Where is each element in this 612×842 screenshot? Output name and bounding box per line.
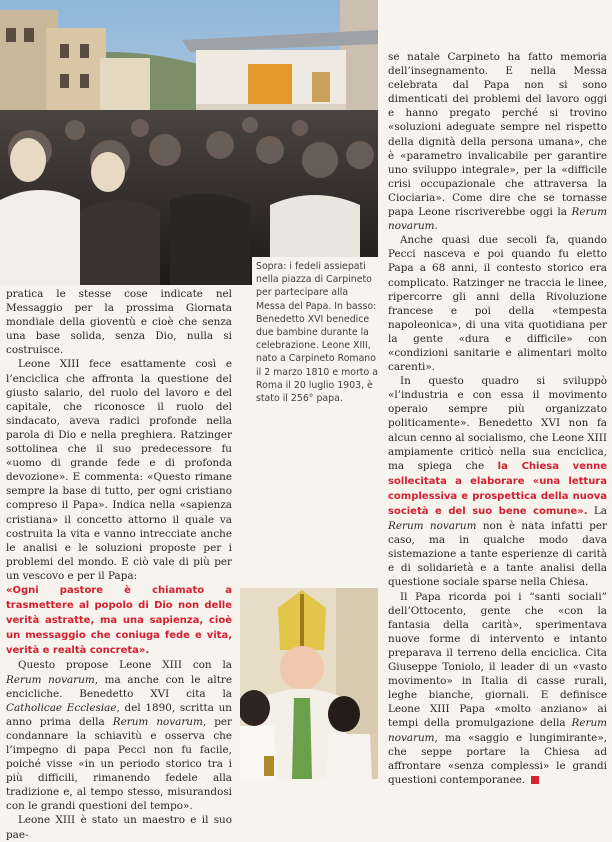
- title-italic: Rerum novarum: [388, 717, 607, 744]
- highlighted-quote: «Ogni pastore è chiamato a trasmettere al popolo di Dio non delle verità astratte, ma una sapienza, cioè un messaggio che coniuga fede e vita, verità e realtà concreta».: [6, 584, 232, 657]
- paragraph: Anche quasi due secoli fa, quando Pecci nasceva e poi quando fu eletto Papa a 68 anni, il contesto storico era complicato. Ratzinger ne traccia le linee, ripercorre gli anni della Rivoluzione francese e poi della «tempesta napoleonica», di una vita quotidiana per la gente «dura e difficile» con «condizioni sanitarie e alimentari molto carenti».: [388, 234, 607, 374]
- paragraph: Leone XIII è stato un maestro e il suo pae-: [6, 814, 232, 841]
- paragraph: Questo propose Leone XIII con la Rerum novarum, ma anche con le altre encicliche. Benedetto XVI cita la Catholicae Ecclesiae, del 1890, scritta un anno prima della Rerum novarum, per condannare la schiavitù e osserva che l’impegno di papa Pecci non fu facile, poiché visse «in un periodo storico tra i più difficili, rimanendo fedele alla tradizione e, al tempo stesso, misurandosi con le grandi questioni del tempo».: [6, 659, 233, 813]
- pull-quote: [6, 583, 232, 658]
- article-column-left: [6, 287, 232, 842]
- title-italic: Catholicae Ecclesiae: [6, 701, 117, 714]
- title-italic: Rerum novarum: [388, 520, 477, 533]
- photo-caption: Sopra: i fedeli assiepati nella piazza di Carpineto per partecipare alla Messa del Papa. In basso: Benedetto XVI benedice due bambine durante la celebrazione. Leone XIII, nato a Carpineto Romano il 2 marzo 1810 e morto a Roma il 20 luglio 1903, è stato il 256° papa.: [252, 257, 383, 407]
- paragraph: pratica le stesse cose indicate nel Messaggio per la prossima Giornata mondiale della gioventù e cioè che senza una base solida, senza Dio, nulla si costruisce.: [6, 288, 232, 357]
- highlighted-text: la Chiesa venne sollecitata a elaborare «una lettura complessiva e prospettica della nuova società e del suo bene comune».: [388, 460, 607, 517]
- title-italic: Rerum novarum: [112, 715, 203, 728]
- end-of-article-mark: [531, 776, 539, 784]
- title-italic: Rerum novarum: [388, 206, 607, 233]
- paragraph: se natale Carpineto ha fatto memoria dell’insegnamento. E nella Messa celebrata dal Papa non si sono dimenticati dei problemi del lavoro oggi e hanno pregato perché si trovino «soluzioni adeguate sempre nel rispetto della dignità della persona umana», che è «parametro invalicabile per garantire uno sviluppo integrale», per la «difficile crisi occupazionale che attraversa la Ciociaria». Come dire che se tornasse papa Leone riscriverebbe oggi la Rerum novarum.: [388, 51, 607, 233]
- paragraph: In questo quadro si sviluppò «l’industria e con essa il movimento operaio sempre più organizzato politicamente». Benedetto XVI non fa alcun cenno al socialismo, che Leone XIII ampiamente criticò nella sua enciclica, ma spiega che la Chiesa venne sollecitata a elaborare «una lettura complessiva e prospettica della nuova società e del suo bene comune». La Rerum novarum non è nata infatti per caso, ma in qualche modo dava sistemazione a tante esperienze di carità e di solidarietà e a tante analisi della questione sociale sparse nella Chiesa.: [388, 375, 608, 589]
- crowd-photo: [0, 0, 378, 285]
- pope-blessing-photo: [240, 588, 378, 779]
- paragraph: Leone XIII fece esattamente così e l’enciclica che affronta la questione del giusto salario, del ruolo del lavoro e del capitale, che riconosce il ruolo del sindacato, aveva radici profonde nella parola di Dio e nella preghiera. Ratzinger sottolinea che il suo predecessore fu «uomo di grande fede e di profonda devozione». E commenta: «Questo rimane sempre la base di tutto, per ogni cristiano compreso il Papa». Indica nella «sapienza cristiana» il concetto attorno il quale va costruita la vita e vanno intrecciate anche le analisi e le soluzioni proposte per i problemi del mondo. E ciò vale di più per un vescovo e per il Papa:: [6, 358, 232, 582]
- paragraph: Il Papa ricorda poi i “santi sociali” dell’Ottocento, gente che «con la fantasia della carità», sperimentava nuove forme di intervento e intanto preparava il terreno della enciclica. Cita Giuseppe Toniolo, il leader di un «vasto movimento» in Italia di casse rurali, leghe bianche, giornali. E definisce Leone XIII Papa «molto anziano» ai tempi della promulgazione della Rerum novarum, ma «saggio e lungimirante», che seppe portare la Chiesa ad affrontare «senza complessi» le grandi questioni contemporanee.: [388, 590, 607, 786]
- article-column-right: [388, 50, 607, 787]
- title-italic: Rerum novarum: [6, 673, 95, 686]
